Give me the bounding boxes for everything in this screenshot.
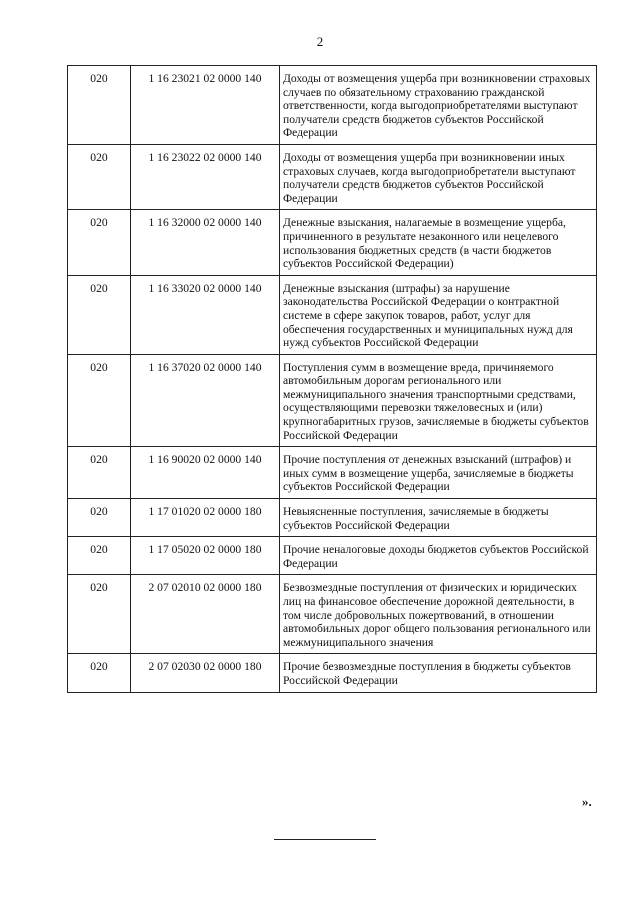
budget-code-cell: 2 07 02010 02 0000 180 — [131, 575, 280, 654]
admin-code-cell: 020 — [68, 66, 131, 145]
budget-codes-table — [67, 65, 597, 693]
table-row — [68, 210, 597, 275]
table-row — [68, 447, 597, 499]
description-cell: Прочие неналоговые доходы бюджетов субъектов Российской Федерации — [280, 537, 597, 575]
budget-code-cell: 1 17 01020 02 0000 180 — [131, 499, 280, 537]
description-cell: Доходы от возмещения ущерба при возникновении иных страховых случаев, когда выгодоприобретатели выступают получатели средств бюджетов субъектов Российской Федерации — [280, 144, 597, 209]
budget-code-cell: 2 07 02030 02 0000 180 — [131, 654, 280, 692]
description-cell: Прочие поступления от денежных взысканий (штрафов) и иных сумм в возмещение ущерба, зачисляемые в бюджеты субъектов Российской Федерации — [280, 447, 597, 499]
description-cell: Денежные взыскания, налагаемые в возмещение ущерба, причиненного в результате незаконного или нецелевого использования бюджетных средств (в части бюджетов субъектов Российской Федерации) — [280, 210, 597, 275]
table-row — [68, 275, 597, 354]
admin-code-cell: 020 — [68, 447, 131, 499]
description-cell: Невыясненные поступления, зачисляемые в бюджеты субъектов Российской Федерации — [280, 499, 597, 537]
table-row — [68, 537, 597, 575]
admin-code-cell: 020 — [68, 537, 131, 575]
description-cell: Доходы от возмещения ущерба при возникновении страховых случаев по обязательному страхованию гражданской ответственности, когда выгодоприобретателями выступают получатели средств бюджетов субъектов Российской Федерации — [280, 66, 597, 145]
description-cell: Поступления сумм в возмещение вреда, причиняемого автомобильным дорогам регионального или межмуниципального значения транспортными средствами, осуществляющими перевозки тяжеловесных и (или) крупногабаритных грузов, зачисляемые в бюджеты субъектов Российской Федерации — [280, 354, 597, 447]
table-row — [68, 354, 597, 447]
table-row — [68, 654, 597, 692]
description-cell: Прочие безвозмездные поступления в бюджеты субъектов Российской Федерации — [280, 654, 597, 692]
budget-code-cell: 1 16 23022 02 0000 140 — [131, 144, 280, 209]
budget-code-cell: 1 16 37020 02 0000 140 — [131, 354, 280, 447]
description-cell: Денежные взыскания (штрафы) за нарушение законодательства Российской Федерации о контрактной системе в сфере закупок товаров, работ, услуг для обеспечения государственных и муниципальных нужд для нужд субъектов Российской Федерации — [280, 275, 597, 354]
end-divider — [274, 839, 376, 840]
budget-code-cell: 1 16 33020 02 0000 140 — [131, 275, 280, 354]
admin-code-cell: 020 — [68, 144, 131, 209]
admin-code-cell: 020 — [68, 499, 131, 537]
description-cell: Безвозмездные поступления от физических и юридических лиц на финансовое обеспечение дорожной деятельности, в том числе добровольных пожертвований, в отношении автомобильных дорог общего пользования регионального или межмуниципального значения — [280, 575, 597, 654]
page-number: 2 — [316, 34, 324, 49]
admin-code-cell: 020 — [68, 654, 131, 692]
closing-quote-mark: ». — [582, 794, 592, 809]
budget-code-cell: 1 17 05020 02 0000 180 — [131, 537, 280, 575]
admin-code-cell: 020 — [68, 210, 131, 275]
admin-code-cell: 020 — [68, 575, 131, 654]
budget-code-cell: 1 16 23021 02 0000 140 — [131, 66, 280, 145]
table-row — [68, 144, 597, 209]
table-row — [68, 66, 597, 145]
table-row — [68, 575, 597, 654]
admin-code-cell: 020 — [68, 354, 131, 447]
budget-code-cell: 1 16 90020 02 0000 140 — [131, 447, 280, 499]
budget-code-cell: 1 16 32000 02 0000 140 — [131, 210, 280, 275]
admin-code-cell: 020 — [68, 275, 131, 354]
table-row — [68, 499, 597, 537]
